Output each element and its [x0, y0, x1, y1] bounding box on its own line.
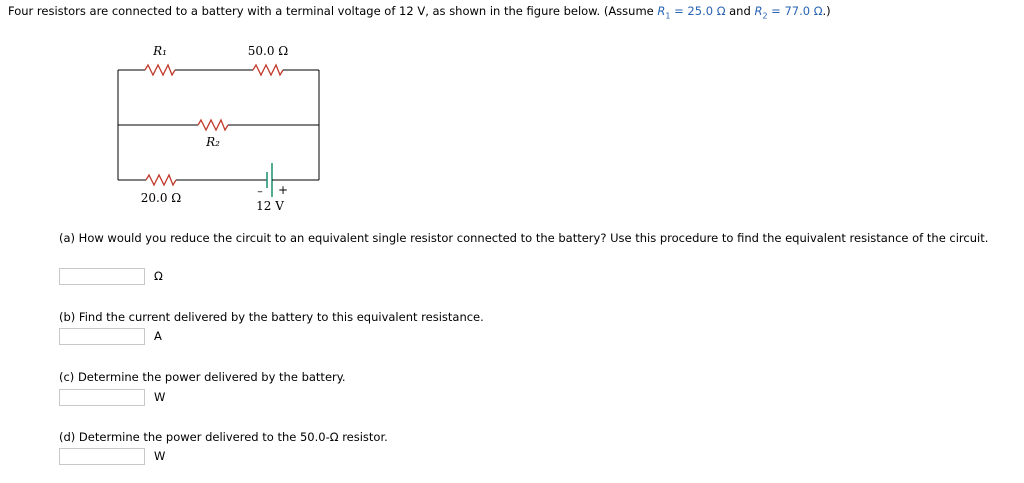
r2-value: $R_2 = 77.0$ Ω: [754, 4, 823, 21]
resistor-20: [146, 175, 176, 185]
answer-a-input[interactable]: [59, 268, 145, 285]
label-battery-plus: +: [277, 183, 289, 197]
label-50-ohm: 50.0 Ω: [247, 44, 289, 58]
label-battery-voltage: 12 V: [256, 199, 284, 213]
label-r1: R₁: [153, 44, 167, 58]
label-20-ohm: 20.0 Ω: [140, 191, 182, 205]
answer-c-input[interactable]: [59, 389, 145, 406]
label-r2: R₂: [206, 135, 220, 149]
unit-d: W: [154, 449, 166, 463]
label-battery-minus: –: [257, 185, 263, 198]
unit-c: W: [154, 390, 166, 404]
circuit-diagram: [100, 35, 340, 225]
unit-b: A: [154, 329, 162, 343]
resistor-r2: [198, 120, 228, 130]
resistor-r1: [145, 65, 175, 75]
intro-text: Four resistors are connected to a battery with a terminal voltage of 12 V, as shown in the figure below. (Assume: [8, 4, 658, 18]
question-b: (b) Find the current delivered by the battery to this equivalent resistance.: [59, 310, 484, 324]
question-d: (d) Determine the power delivered to the 50.0-Ω resistor.: [59, 430, 388, 444]
unit-a: Ω: [154, 269, 163, 283]
question-a: (a) How would you reduce the circuit to an equivalent single resistor connected to the battery? Use this procedure to find the equivalent resistance of the circuit.: [59, 231, 989, 245]
r1-value: $R_1 = 25.0$ Ω: [657, 4, 726, 21]
answer-d-input[interactable]: [59, 448, 145, 465]
intro-and: and: [725, 4, 755, 18]
question-c: (c) Determine the power delivered by the battery.: [59, 370, 346, 384]
resistor-50: [253, 65, 283, 75]
problem-statement: [8, 4, 831, 20]
intro-end: .): [822, 4, 831, 18]
answer-b-input[interactable]: [59, 328, 145, 345]
battery-symbol: [262, 163, 277, 197]
